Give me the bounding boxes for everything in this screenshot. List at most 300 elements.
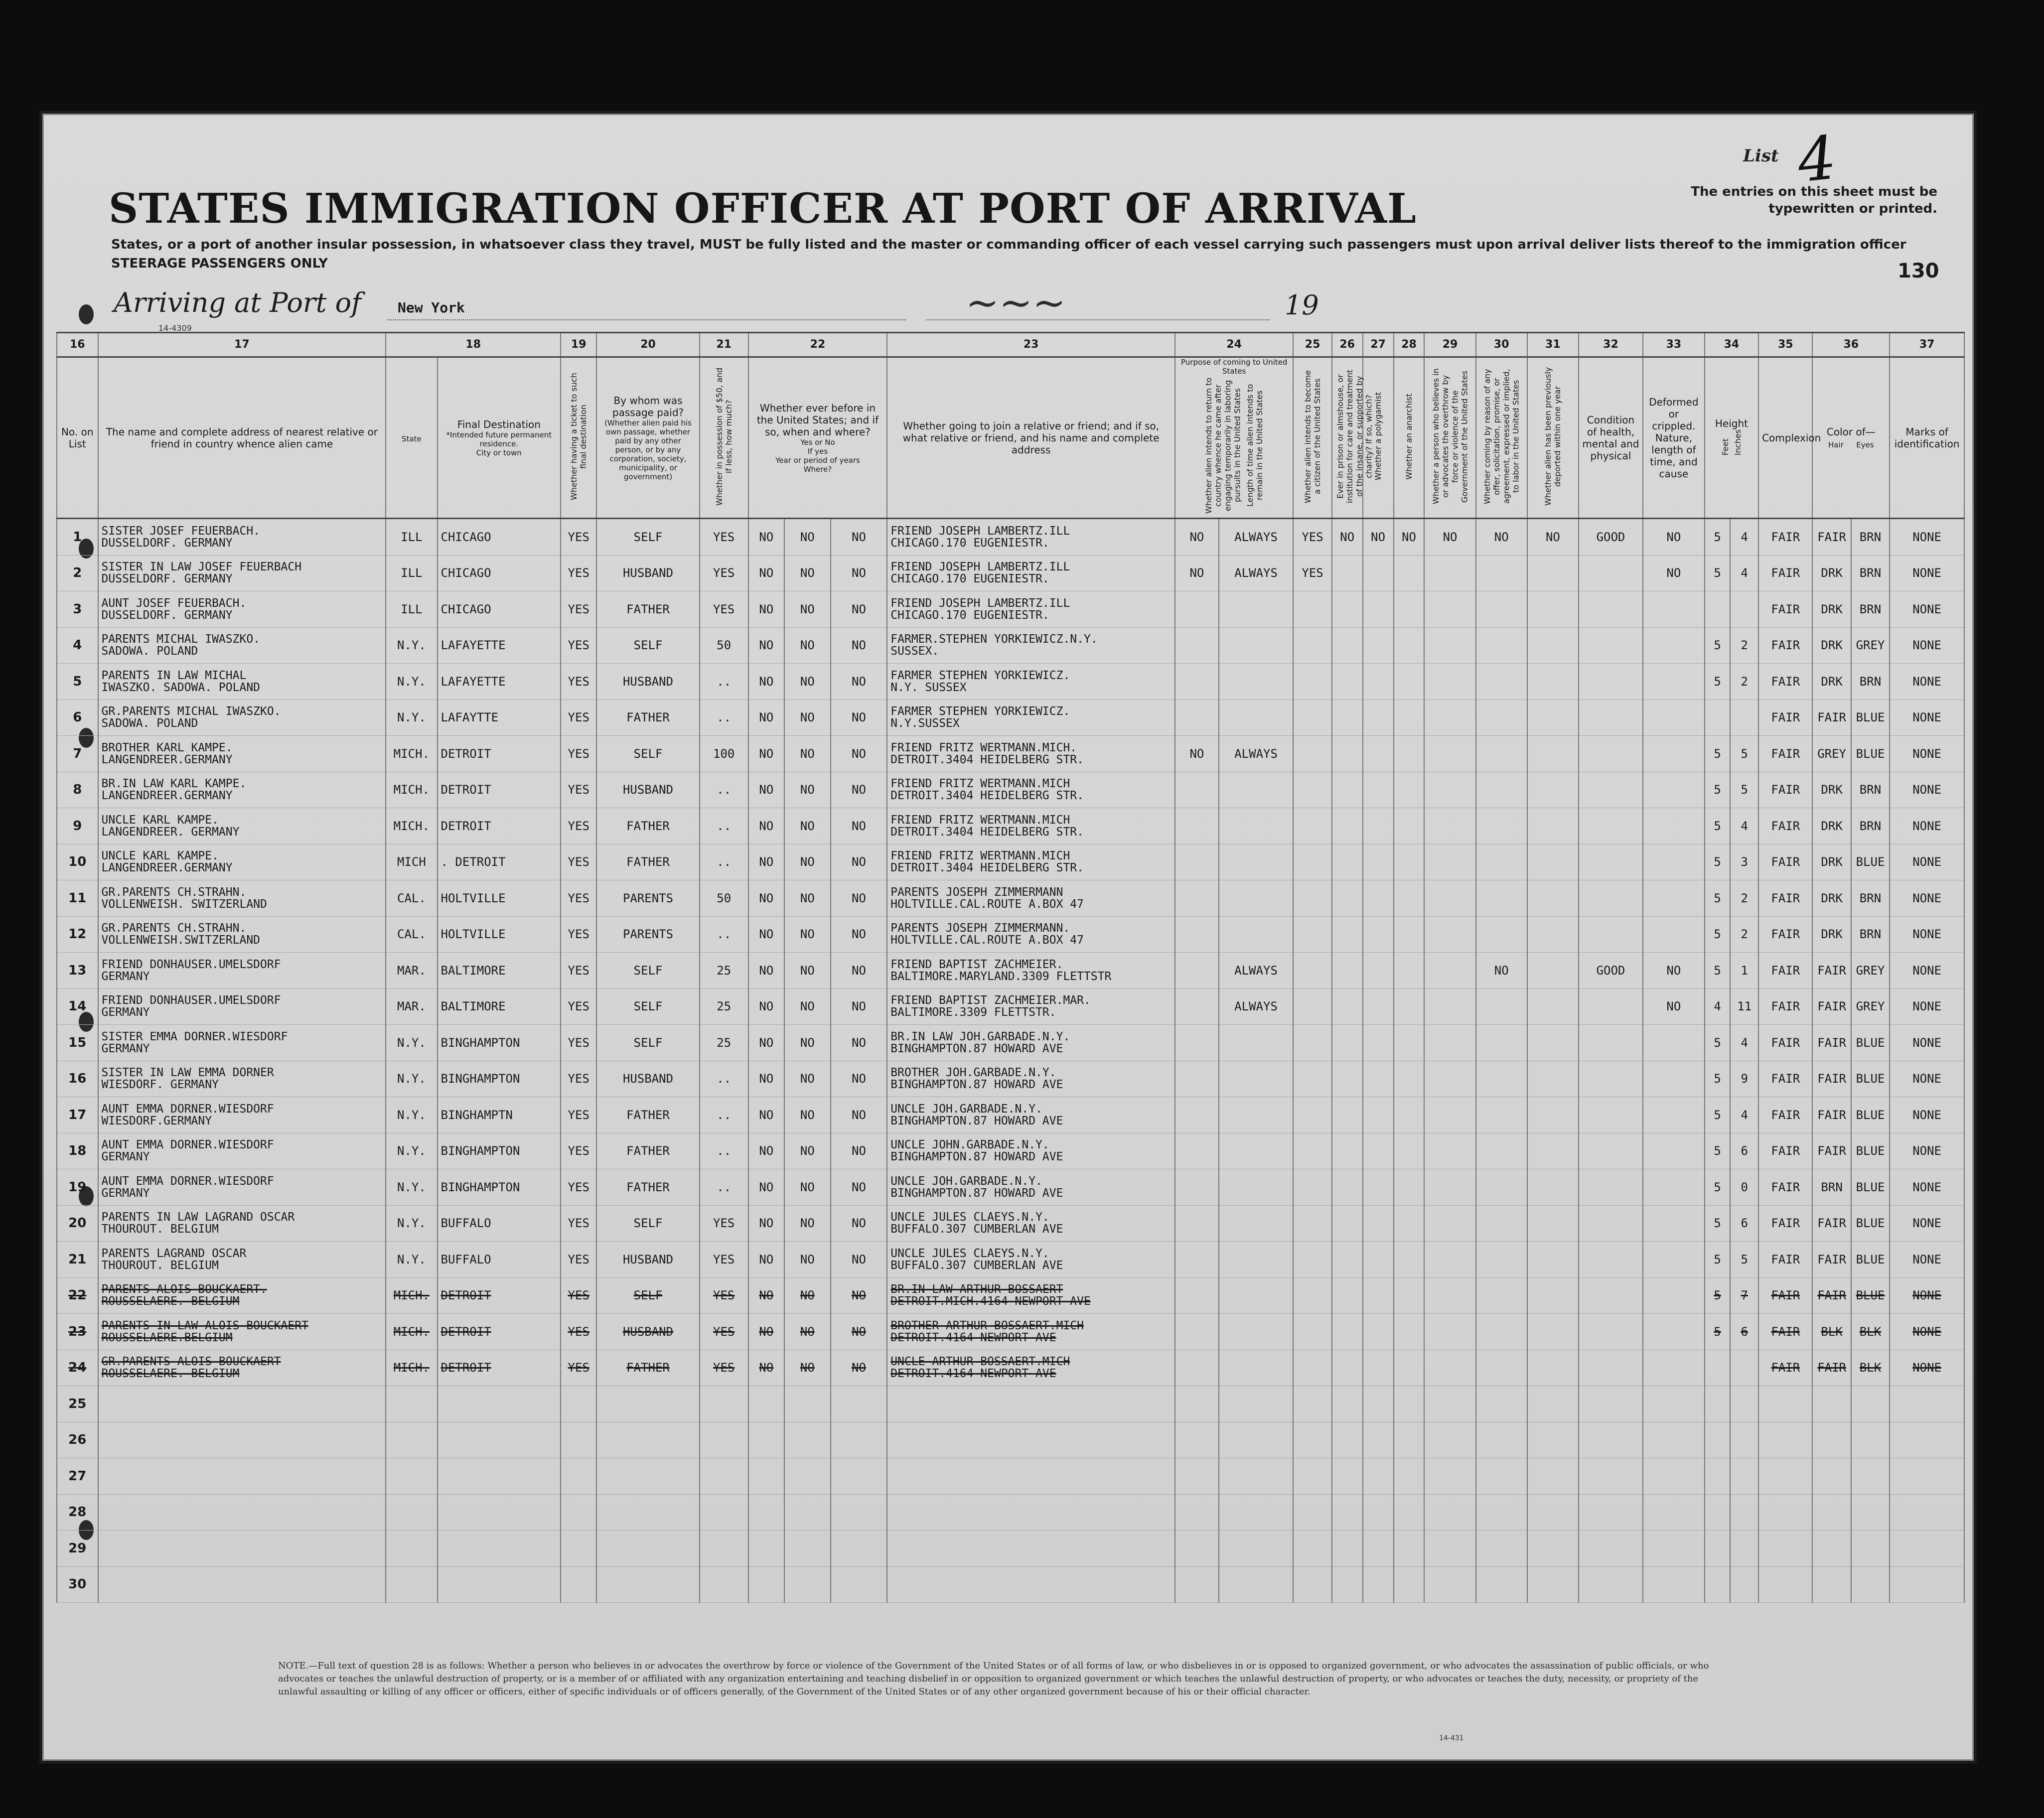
polygamist-cell: NO	[1363, 519, 1394, 556]
destination-city: LAFAYETTE	[438, 627, 561, 664]
joining-relative-line2: BINGHAMPTON.87 HOWARD AVE	[890, 1150, 1063, 1164]
destination-city: DETROIT	[438, 1350, 561, 1386]
destination-state: MICH.	[386, 808, 437, 844]
col-num: 17	[98, 333, 386, 357]
ticket-cell: YES	[561, 519, 596, 556]
table-row	[57, 699, 1964, 736]
health-cell	[1579, 1277, 1643, 1314]
destination-state: ILL	[386, 555, 437, 591]
destination-state: MAR.	[386, 953, 437, 989]
polygamist-cell	[1363, 988, 1394, 1025]
relative-address	[98, 1133, 386, 1169]
where-label: Where?	[803, 464, 832, 474]
anarchist-label: Whether an anarchist	[1404, 393, 1414, 480]
health-cell	[1579, 988, 1643, 1025]
complexion-cell: FAIR	[1758, 1169, 1812, 1206]
complexion-cell: FAIR	[1758, 736, 1812, 772]
height-inches: 5	[1730, 1242, 1758, 1278]
paid-by-cell: SELF	[596, 1205, 699, 1242]
hair-color	[1812, 1531, 1851, 1567]
anarchist-cell	[1394, 1494, 1425, 1531]
return-cell	[1175, 664, 1219, 700]
row-number: 21	[57, 1242, 98, 1278]
paid-by-cell: SELF	[596, 1025, 699, 1061]
joining-relative-line1: PARENTS JOSEPH ZIMMERMANN	[890, 885, 1063, 899]
hair-color	[1812, 1458, 1851, 1495]
height-feet	[1705, 1386, 1731, 1422]
polygamist-cell	[1363, 555, 1394, 591]
complexion-cell: FAIR	[1758, 519, 1812, 556]
complexion-cell: FAIR	[1758, 555, 1812, 591]
deformed-cell	[1643, 844, 1705, 880]
port-value: New York	[398, 299, 465, 316]
health-cell	[1579, 1566, 1643, 1603]
table-row	[57, 772, 1964, 808]
eye-color: BLK	[1851, 1314, 1890, 1350]
money-cell: YES	[700, 1277, 748, 1314]
height-feet: 5	[1705, 953, 1731, 989]
row-number: 9	[57, 808, 98, 844]
destination-city: LAFAYTTE	[438, 699, 561, 736]
joining-relative-line1: FRIEND JOSEPH LAMBERTZ.ILL	[890, 560, 1070, 574]
joining-relative-line2: CHICAGO.170 EUGENIESTR.	[890, 608, 1049, 622]
col-num: 20	[596, 333, 699, 357]
period-cell: NO	[784, 1097, 831, 1133]
col-num: 24	[1175, 333, 1293, 357]
prison-cell	[1332, 1422, 1363, 1458]
destination-state: MICH.	[386, 1314, 437, 1350]
marks-cell: NONE	[1890, 953, 1964, 989]
joining-relative-line2: BINGHAMPTON.87 HOWARD AVE	[890, 1078, 1063, 1092]
offer-cell	[1476, 591, 1527, 628]
money-cell: ..	[700, 1133, 748, 1169]
deformed-cell	[1643, 1386, 1705, 1422]
height-inches: 4	[1730, 1025, 1758, 1061]
period-cell	[784, 1386, 831, 1422]
port-underline	[388, 319, 906, 320]
paid-by-cell: HUSBAND	[596, 1314, 699, 1350]
overthrow-cell	[1424, 1350, 1475, 1386]
money-cell: ..	[700, 772, 748, 808]
overthrow-cell	[1424, 1025, 1475, 1061]
hair-color: FAIR	[1812, 699, 1851, 736]
row-number: 11	[57, 880, 98, 917]
complexion-cell: FAIR	[1758, 916, 1812, 953]
return-cell	[1175, 627, 1219, 664]
period-cell: NO	[784, 1025, 831, 1061]
eye-color: BRN	[1851, 880, 1890, 917]
citizen-cell	[1293, 664, 1331, 700]
offer-cell: NO	[1476, 953, 1527, 989]
footer-form-code: 14-431	[1439, 1734, 1464, 1742]
eye-color: BLUE	[1851, 736, 1890, 772]
length-cell	[1219, 1025, 1294, 1061]
height-feet: 5	[1705, 808, 1731, 844]
relative-address	[98, 664, 386, 700]
joining-relative-line1: FRIEND JOSEPH LAMBERTZ.ILL	[890, 524, 1070, 538]
relative-address-line1: AUNT EMMA DORNER.WIESDORF	[101, 1174, 274, 1188]
table-row	[57, 1061, 1964, 1097]
table-row	[57, 1386, 1964, 1422]
citizen-cell	[1293, 1566, 1331, 1603]
joining-relative-line2: BINGHAMPTON.87 HOWARD AVE	[890, 1114, 1063, 1127]
destination-state	[386, 1494, 437, 1531]
destination-state: N.Y.	[386, 1133, 437, 1169]
money-cell: ..	[700, 699, 748, 736]
hair-color: DRK	[1812, 880, 1851, 917]
year-prefix: 19	[1285, 289, 1319, 321]
destination-state: N.Y.	[386, 1205, 437, 1242]
table-row	[57, 519, 1964, 556]
relative-address	[98, 591, 386, 628]
return-cell: NO	[1175, 736, 1219, 772]
overthrow-cell	[1424, 1566, 1475, 1603]
deformed-cell	[1643, 1169, 1705, 1206]
relative-address	[98, 1025, 386, 1061]
col-header-no: No. on List	[57, 357, 98, 519]
complexion-cell: FAIR	[1758, 591, 1812, 628]
relative-address-line1: SISTER JOSEF FEUERBACH.	[101, 524, 261, 538]
joining-relative-line2: CHICAGO.170 EUGENIESTR.	[890, 536, 1049, 550]
overthrow-cell	[1424, 808, 1475, 844]
marks-cell: NONE	[1890, 1242, 1964, 1278]
period-cell	[784, 1566, 831, 1603]
offer-cell	[1476, 699, 1527, 736]
before-cell: NO	[748, 880, 784, 917]
destination-city: DETROIT	[438, 1314, 561, 1350]
relative-address-line2: THOUROUT. BELGIUM	[101, 1259, 219, 1272]
height-feet: 5	[1705, 1314, 1731, 1350]
ticket-cell: YES	[561, 1169, 596, 1206]
joining-relative-line1: UNCLE JOH.GARBADE.N.Y.	[890, 1174, 1042, 1188]
joining-relative-line2: BUFFALO.307 CUMBERLAN AVE	[890, 1259, 1063, 1272]
destination-state: MAR.	[386, 988, 437, 1025]
destination-state: ILL	[386, 519, 437, 556]
overthrow-cell	[1424, 880, 1475, 917]
relative-address-line1: FRIEND DONHAUSER.UMELSDORF	[101, 994, 281, 1007]
relative-address-line1: BR.IN LAW KARL KAMPE.	[101, 777, 247, 791]
paid-by-cell: SELF	[596, 988, 699, 1025]
ticket-cell: YES	[561, 1314, 596, 1350]
col-num: 21	[700, 333, 748, 357]
anarchist-cell	[1394, 844, 1425, 880]
prison-cell	[1332, 1350, 1363, 1386]
marks-cell: NONE	[1890, 1169, 1964, 1206]
polygamist-cell	[1363, 1350, 1394, 1386]
return-cell	[1175, 591, 1219, 628]
col-header-destination	[438, 357, 561, 519]
joining-relative-line1: FRIEND JOSEPH LAMBERTZ.ILL	[890, 596, 1070, 610]
polygamist-cell	[1363, 844, 1394, 880]
height-inches	[1730, 1386, 1758, 1422]
relative-address-line2: GERMANY	[101, 1186, 150, 1200]
table-row	[57, 1350, 1964, 1386]
height-inches: 0	[1730, 1169, 1758, 1206]
marks-cell: NONE	[1890, 519, 1964, 556]
before-cell: NO	[748, 591, 784, 628]
length-cell	[1219, 1531, 1294, 1567]
polygamist-cell	[1363, 1205, 1394, 1242]
return-cell	[1175, 916, 1219, 953]
ticket-cell: YES	[561, 1350, 596, 1386]
deformed-cell	[1643, 772, 1705, 808]
relative-address-line1: BROTHER KARL KAMPE.	[101, 741, 233, 754]
height-feet	[1705, 1422, 1731, 1458]
complexion-cell	[1758, 1566, 1812, 1603]
relative-address-line1: UNCLE KARL KAMPE.	[101, 813, 219, 827]
destination-city: DETROIT	[438, 1277, 561, 1314]
destination-state	[386, 1566, 437, 1603]
length-cell	[1219, 1277, 1294, 1314]
joining-relative-line2: SUSSEX.	[890, 645, 939, 658]
marks-cell: NONE	[1890, 591, 1964, 628]
anarchist-cell	[1394, 1097, 1425, 1133]
destination-city: BINGHAMPTON	[438, 1061, 561, 1097]
period-cell: NO	[784, 1350, 831, 1386]
return-cell	[1175, 808, 1219, 844]
col-header-overthrow	[1424, 357, 1475, 519]
deformed-cell: NO	[1643, 555, 1705, 591]
health-cell	[1579, 1133, 1643, 1169]
joining-relative	[887, 988, 1175, 1025]
overthrow-cell	[1424, 664, 1475, 700]
length-cell	[1219, 916, 1294, 953]
overthrow-cell	[1424, 1205, 1475, 1242]
deported-label: Whether alien has been previously deported within one year	[1543, 367, 1563, 506]
page-subtitle: States, or a port of another insular possession, in whatsoever class they travel, MUST be fully listed and the master or commanding officer of each vessel carrying such passengers must upon arrival deliver lists thereof to the immigration officer	[111, 237, 1906, 252]
offer-cell	[1476, 1350, 1527, 1386]
height-inches	[1730, 699, 1758, 736]
ticket-cell: YES	[561, 1277, 596, 1314]
col-header-anarchist	[1394, 357, 1425, 519]
return-cell	[1175, 1133, 1219, 1169]
where-cell: NO	[831, 916, 887, 953]
joining-relative-line2: HOLTVILLE.CAL.ROUTE A.BOX 47	[890, 897, 1084, 911]
polygamist-cell	[1363, 627, 1394, 664]
relative-address-line2: GERMANY	[101, 970, 150, 983]
table-row	[57, 1025, 1964, 1061]
length-cell	[1219, 1458, 1294, 1495]
money-cell	[700, 1386, 748, 1422]
complexion-cell: FAIR	[1758, 844, 1812, 880]
deformed-cell	[1643, 1422, 1705, 1458]
anarchist-cell	[1394, 1025, 1425, 1061]
joining-relative-line2: BALTIMORE.MARYLAND.3309 FLETTSTR	[890, 970, 1112, 983]
period-cell: NO	[784, 1205, 831, 1242]
complexion-cell: FAIR	[1758, 1205, 1812, 1242]
length-cell	[1219, 1242, 1294, 1278]
destination-city: CHICAGO	[438, 555, 561, 591]
relative-address	[98, 772, 386, 808]
relative-address	[98, 1422, 386, 1458]
polygamist-label: Whether a polygamist	[1373, 392, 1383, 481]
anarchist-cell	[1394, 555, 1425, 591]
joining-relative-line2: DETROIT.MICH.4164 NEWPORT AVE	[890, 1295, 1091, 1308]
before-cell: NO	[748, 1061, 784, 1097]
hair-color: BLK	[1812, 1314, 1851, 1350]
col-num: 30	[1476, 333, 1527, 357]
paid-by-cell: HUSBAND	[596, 555, 699, 591]
health-cell	[1579, 1314, 1643, 1350]
joining-relative-line2: N.Y.SUSSEX	[890, 717, 960, 730]
where-cell	[831, 1458, 887, 1495]
where-cell: NO	[831, 844, 887, 880]
deported-cell	[1527, 844, 1579, 880]
eye-color: BRN	[1851, 916, 1890, 953]
height-inches	[1730, 1531, 1758, 1567]
height-feet: 5	[1705, 627, 1731, 664]
eye-color: BRN	[1851, 591, 1890, 628]
destination-state: N.Y.	[386, 1169, 437, 1206]
row-number: 24	[57, 1350, 98, 1386]
overthrow-cell	[1424, 1169, 1475, 1206]
deformed-cell	[1643, 1205, 1705, 1242]
polygamist-cell	[1363, 1494, 1394, 1531]
money-cell: ..	[700, 844, 748, 880]
eye-color: BLUE	[1851, 699, 1890, 736]
relative-address-line2: ROUSSELAERE.BELGIUM	[101, 1331, 233, 1344]
period-cell	[784, 1531, 831, 1567]
citizen-cell	[1293, 1061, 1331, 1097]
relative-address-line1: PARENTS IN LAW LAGRAND OSCAR	[101, 1211, 295, 1224]
marks-cell: NONE	[1890, 699, 1964, 736]
complexion-cell: FAIR	[1758, 808, 1812, 844]
destination-state: N.Y.	[386, 664, 437, 700]
money-cell: ..	[700, 1169, 748, 1206]
where-cell: NO	[831, 1169, 887, 1206]
deformed-cell	[1643, 1314, 1705, 1350]
relative-address	[98, 1169, 386, 1206]
col-header-offer	[1476, 357, 1527, 519]
destination-city: CHICAGO	[438, 519, 561, 556]
overthrow-cell	[1424, 844, 1475, 880]
height-inches: 4	[1730, 519, 1758, 556]
col-header-paid	[596, 357, 699, 519]
row-number: 13	[57, 953, 98, 989]
joining-relative-line1: BROTHER JOH.GARBADE.N.Y.	[890, 1066, 1056, 1080]
citizen-cell	[1293, 627, 1331, 664]
citizen-cell	[1293, 772, 1331, 808]
health-cell	[1579, 880, 1643, 917]
money-cell: 50	[700, 880, 748, 917]
money-cell: YES	[700, 519, 748, 556]
marks-cell	[1890, 1494, 1964, 1531]
joining-relative-line2: BALTIMORE.3309 FLETTSTR.	[890, 1006, 1056, 1019]
joining-relative	[887, 916, 1175, 953]
col-header-citizen	[1293, 357, 1331, 519]
relative-address-line2: GERMANY	[101, 1042, 150, 1055]
deported-cell	[1527, 664, 1579, 700]
relative-address-line2: LANGENDREER.GERMANY	[101, 753, 233, 766]
complexion-cell: FAIR	[1758, 1277, 1812, 1314]
overthrow-cell	[1424, 699, 1475, 736]
height-feet: 5	[1705, 1169, 1731, 1206]
period-cell: NO	[784, 591, 831, 628]
marks-cell: NONE	[1890, 772, 1964, 808]
joining-relative	[887, 555, 1175, 591]
before-cell: NO	[748, 1133, 784, 1169]
deported-cell	[1527, 772, 1579, 808]
relative-address-line2: LANGENDREER.GERMANY	[101, 789, 233, 803]
column-number-row	[57, 333, 1964, 357]
relative-address	[98, 1277, 386, 1314]
destination-city: HOLTVILLE	[438, 916, 561, 953]
polygamist-cell	[1363, 880, 1394, 917]
money-cell: 50	[700, 627, 748, 664]
joining-relative	[887, 699, 1175, 736]
complexion-cell	[1758, 1458, 1812, 1495]
purpose-label: Purpose of coming to United States	[1181, 358, 1288, 376]
prison-cell	[1332, 1133, 1363, 1169]
deformed-cell	[1643, 591, 1705, 628]
overthrow-cell	[1424, 1242, 1475, 1278]
health-cell	[1579, 1494, 1643, 1531]
complexion-cell: FAIR	[1758, 1242, 1812, 1278]
paid-by-cell: FATHER	[596, 844, 699, 880]
col-header-deformed: Deformed or crippled. Nature, length of time, and cause	[1643, 357, 1705, 519]
relative-address	[98, 844, 386, 880]
money-cell: ..	[700, 808, 748, 844]
page-number: 130	[1898, 260, 1939, 282]
handwritten-date-scrawl: ~~~	[966, 280, 1066, 326]
health-cell: GOOD	[1579, 953, 1643, 989]
destination-city: DETROIT	[438, 772, 561, 808]
paid-by-cell: SELF	[596, 953, 699, 989]
hair-color: FAIR	[1812, 1133, 1851, 1169]
deported-cell	[1527, 1350, 1579, 1386]
eye-color: BLUE	[1851, 1242, 1890, 1278]
row-number: 17	[57, 1097, 98, 1133]
relative-address-line2: WIESDORF. GERMANY	[101, 1078, 219, 1092]
prison-label: Ever in prison or almshouse, or institution for care and treatment of the insane, or supported by charity? If so, which?	[1335, 369, 1374, 504]
marks-cell: NONE	[1890, 988, 1964, 1025]
relative-address-line2: LANGENDREER.GERMANY	[101, 861, 233, 875]
hair-color: DRK	[1812, 664, 1851, 700]
money-cell: 25	[700, 988, 748, 1025]
relative-address-line2: VOLLENWEISH. SWITZERLAND	[101, 897, 267, 911]
paid-by-cell: FATHER	[596, 808, 699, 844]
paid-sublabel: (Whether alien paid his own passage, whether paid by any other person, or by any corporation, society, municipality, or government)	[604, 418, 692, 481]
height-inches	[1730, 1350, 1758, 1386]
joining-relative-line2: HOLTVILLE.CAL.ROUTE A.BOX 47	[890, 934, 1084, 947]
health-cell	[1579, 627, 1643, 664]
joining-relative-line2: CHICAGO.170 EUGENIESTR.	[890, 572, 1049, 586]
row-number: 6	[57, 699, 98, 736]
relative-address	[98, 953, 386, 989]
joining-relative-line1: FRIEND FRITZ WERTMANN.MICH.	[890, 741, 1077, 754]
destination-state	[386, 1458, 437, 1495]
destination-state	[386, 1531, 437, 1567]
complexion-cell: FAIR	[1758, 1133, 1812, 1169]
prison-cell	[1332, 772, 1363, 808]
anarchist-cell	[1394, 1350, 1425, 1386]
joining-relative	[887, 1458, 1175, 1495]
col-num: 27	[1363, 333, 1394, 357]
deformed-cell	[1643, 664, 1705, 700]
where-cell: NO	[831, 1061, 887, 1097]
complexion-cell: FAIR	[1758, 772, 1812, 808]
complexion-cell: FAIR	[1758, 1025, 1812, 1061]
health-cell	[1579, 1061, 1643, 1097]
length-cell	[1219, 699, 1294, 736]
return-cell	[1175, 699, 1219, 736]
ticket-cell: YES	[561, 772, 596, 808]
polygamist-cell	[1363, 1097, 1394, 1133]
col-header-purpose	[1175, 357, 1293, 519]
paid-by-cell	[596, 1531, 699, 1567]
length-cell	[1219, 1133, 1294, 1169]
eye-color: BRN	[1851, 664, 1890, 700]
